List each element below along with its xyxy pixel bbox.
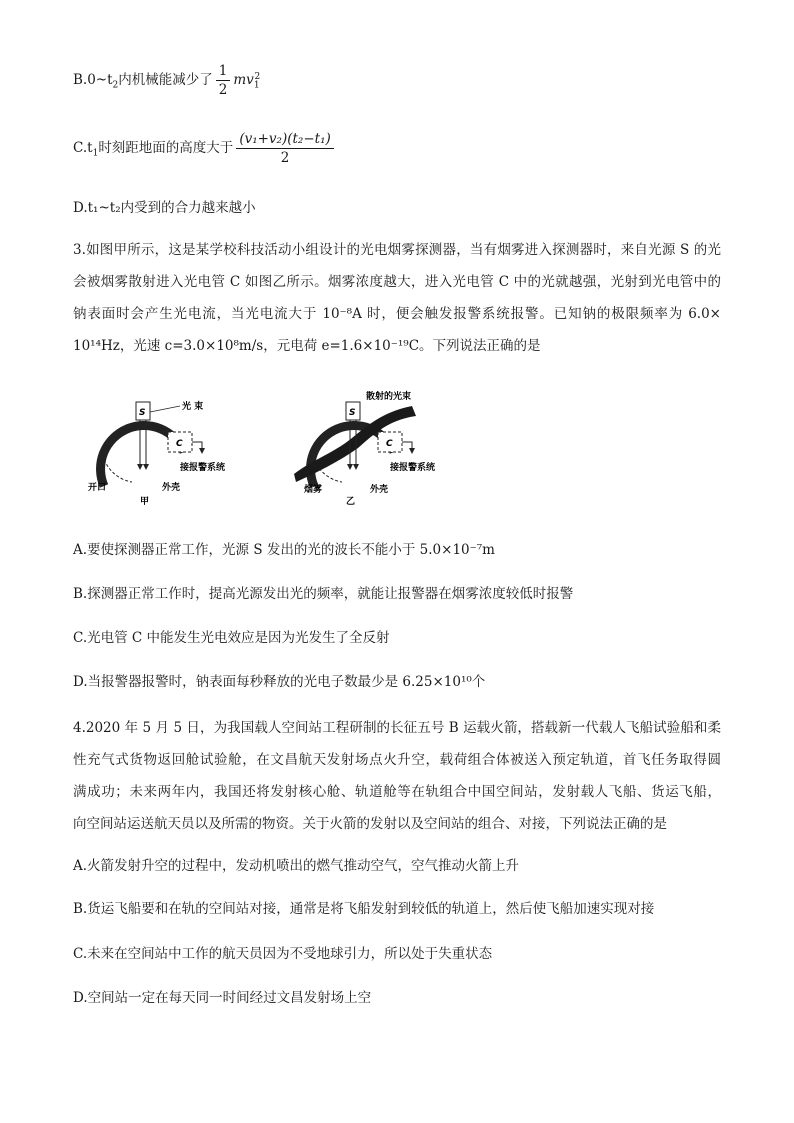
q2-option-d: D.t₁~t₂内受到的合力越来越小 <box>73 200 256 216</box>
option-c-prefix: C.t <box>73 140 93 156</box>
q3-stem-line-3: 钠表面时会产生光电流，当光电流大于 10⁻⁸A 时，便会触发报警系统报警。已知钠的极限频率为 6.0× <box>73 306 721 322</box>
q4-option-b: B.货运飞船要和在轨的空间站对接，通常是将飞船发射到较低的轨道上，然后使飞船加速实现对接 <box>73 901 655 917</box>
q3-option-d: D.当报警器报警时，钠表面每秒释放的光电子数最少是 6.25×10¹⁰个 <box>73 674 486 690</box>
alarm-arrow <box>199 448 205 454</box>
q4-stem-line-1: 4.2020 年 5 月 5 日，为我国载人空间站工程研制的长征五号 B 运载火箭，搭载新一代载人飞船试验船和柔 <box>73 720 721 736</box>
option-c-sub: 1 <box>92 148 99 159</box>
label-alarm-system: 接报警系统 <box>390 463 436 473</box>
q2-option-c <box>73 130 337 167</box>
q4-option-a: A.火箭发射升空的过程中，发动机喷出的燃气推动空气，空气推动火箭上升 <box>73 858 520 874</box>
q3-stem-line-4: 10¹⁴Hz，光速 c=3.0×10⁸m/s，元电荷 e=1.6×10⁻¹⁹C。下列说法正确的是 <box>73 338 541 354</box>
label-c: C <box>386 439 393 449</box>
alarm-arrow <box>409 448 415 454</box>
leader-line <box>150 406 180 412</box>
q3-stem-line-2: 会被烟雾散射进入光电管 C 如图乙所示。烟雾浓度越大，进入光电管 C 中的光就越强，光射到光电管中的 <box>73 274 721 290</box>
light-beam-arrow <box>347 464 353 470</box>
q3-option-a: A.要使探测器正常工作，光源 S 发出的光的波长不能小于 5.0×10⁻⁷m <box>73 542 495 558</box>
option-b-tail-sup: 2 <box>254 71 261 82</box>
q3-option-c: C.光电管 C 中能发生光电效应是因为光发生了全反射 <box>73 630 390 646</box>
q4-stem-line-4: 向空间站运送航天员以及所需的物资。关于火箭的发射以及空间站的组合、对接，下列说法正确的是 <box>73 816 667 832</box>
light-beam-arrow <box>143 464 149 470</box>
option-c-text: 时刻距地面的高度大于 <box>98 140 234 156</box>
frac-denominator: 2 <box>280 150 290 166</box>
label-s: S <box>349 408 356 418</box>
label-shell: 外壳 <box>162 483 181 493</box>
label-s: S <box>139 408 146 418</box>
label-opening: 开口 <box>88 483 107 493</box>
label-smoke: 烟雾 <box>304 485 323 495</box>
frac-numerator: 1 <box>216 62 231 81</box>
q3-stem-line-1: 3.如图甲所示，这是某学校科技活动小组设计的光电烟雾探测器，当有烟雾进入探测器时，来自光源 S 的光 <box>73 242 721 258</box>
label-light-beam: 光 束 <box>182 402 204 412</box>
option-b-prefix: B.0~t <box>73 72 113 88</box>
option-b-tail-sub: 1 <box>253 80 260 91</box>
option-b-sub: 2 <box>112 80 119 91</box>
q4-stem-line-2: 性充气式货物返回舱试验舱，在文昌航天发射场点火升空，载荷组合体被送入预定轨道，首飞任务取得圆 <box>73 752 721 768</box>
label-c: C <box>176 439 183 449</box>
option-b-text: 内机械能减少了 <box>118 72 213 88</box>
label-scattered-beam: 散射的光束 <box>366 392 412 402</box>
label-shell: 外壳 <box>370 485 389 495</box>
light-beam-arrow <box>353 464 359 470</box>
q4-option-d: D.空间站一定在每天同一时间经过文昌发射场上空 <box>73 990 372 1006</box>
light-beam-arrow <box>137 464 143 470</box>
q4-stem-line-3: 满成功；未来两年内，我国还将发射核心舱、轨道舱等在轨组合中国空间站，发射载人飞船、货运飞船， <box>73 784 721 800</box>
label-alarm-system: 接报警系统 <box>180 463 226 473</box>
caption-yi: 乙 <box>346 497 356 507</box>
caption-jia: 甲 <box>140 497 150 507</box>
q2-option-b <box>73 62 260 99</box>
option-c-fraction <box>236 130 333 167</box>
figure-yi <box>294 390 435 507</box>
smoke-detector-diagram <box>82 390 452 508</box>
option-b-fraction <box>216 62 231 99</box>
q4-option-c: C.未来在空间站中工作的航天员因为不受地球引力，所以处于失重状态 <box>73 946 493 962</box>
frac-numerator: (v₁+v₂)(t₂−t₁) <box>236 130 333 149</box>
option-b-tail: mv <box>233 72 254 88</box>
q3-option-b: B.探测器正常工作时，提高光源发出光的频率，就能让报警器在烟雾浓度较低时报警 <box>73 586 574 602</box>
figure-jia <box>88 400 225 507</box>
frac-denominator: 2 <box>218 82 228 98</box>
